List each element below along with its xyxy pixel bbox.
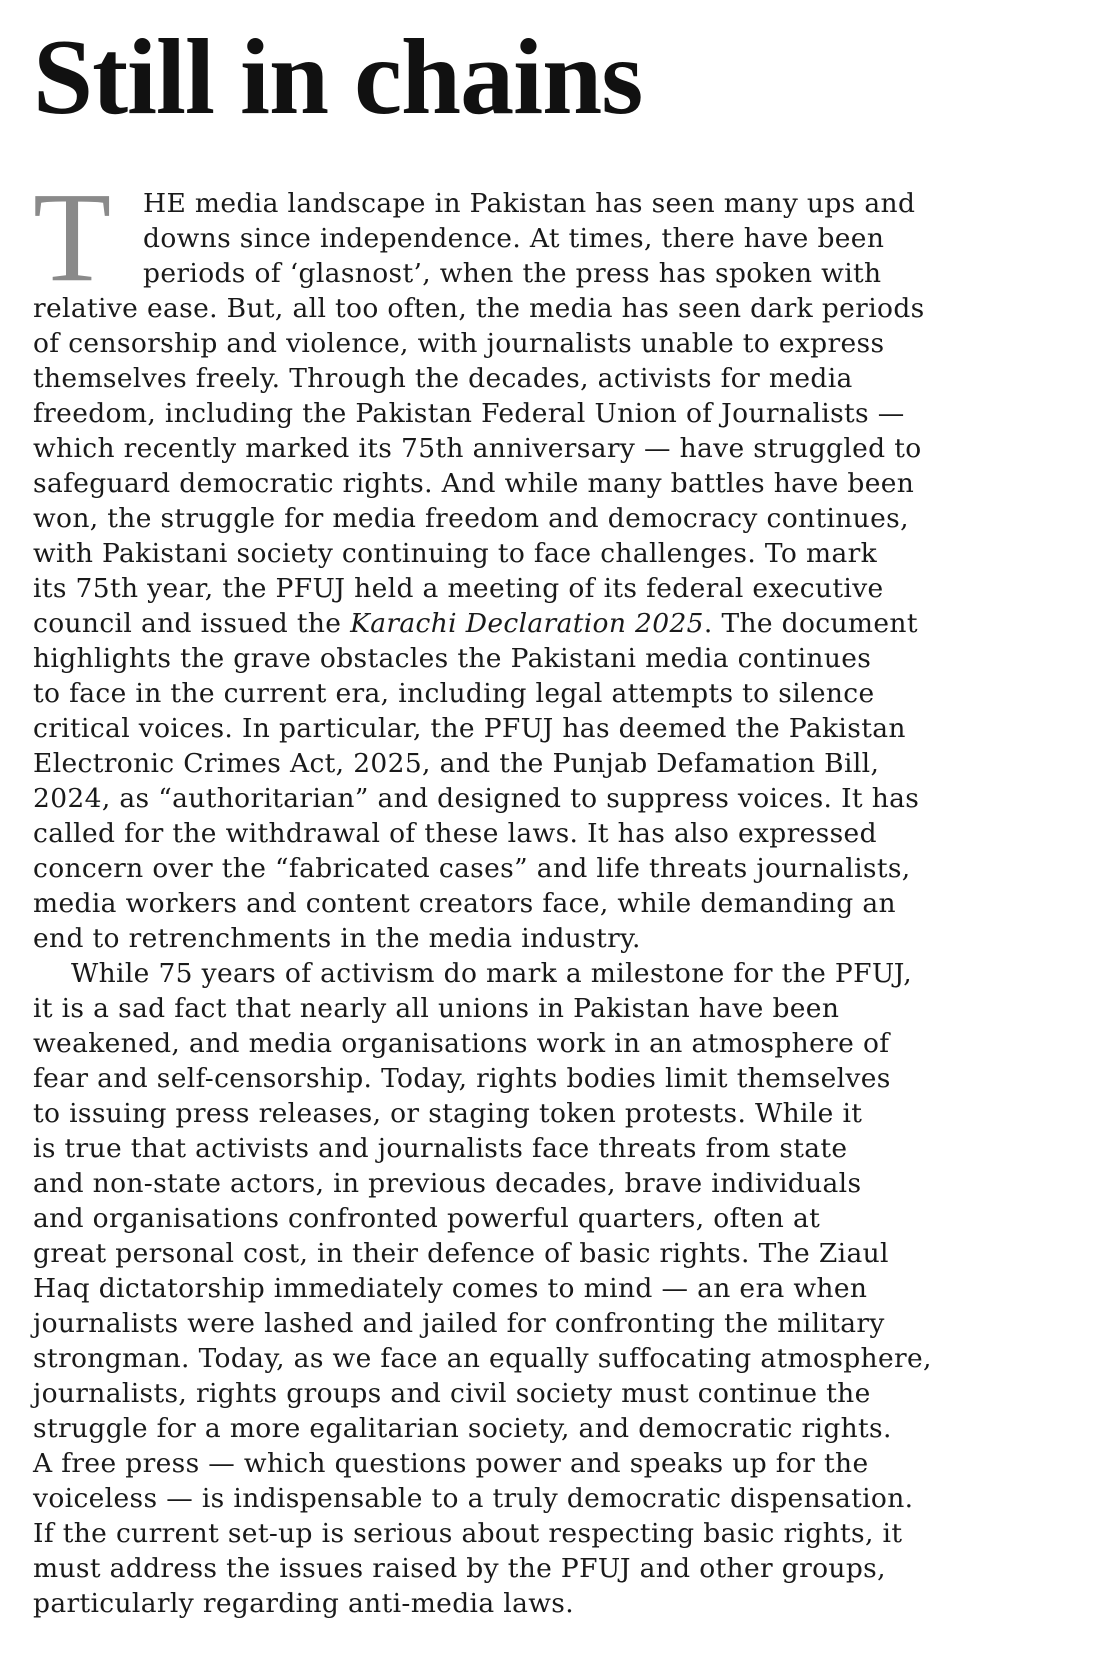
declaration-title: Karachi Declaration 2025 <box>350 608 704 639</box>
paragraph-1-line: with Pakistani society continuing to face challenges. To mark <box>33 538 878 569</box>
paragraph-1-line: Electronic Crimes Act, 2025, and the Punjab Defamation Bill, <box>33 748 880 779</box>
paragraph-1-line: HE media landscape in Pakistan has seen many ups and <box>143 188 916 219</box>
paragraph-1-line: downs since independence. At times, there have been <box>143 223 885 254</box>
paragraph-2-line: struggle for a more egalitarian society, and democratic rights. <box>33 1413 892 1444</box>
paragraph-2-line: and organisations confronted powerful quarters, often at <box>33 1203 821 1234</box>
paragraph-2-line: and non-state actors, in previous decades, brave individuals <box>33 1168 862 1199</box>
paragraph-2-line: journalists were lashed and jailed for confronting the military <box>33 1308 885 1339</box>
paragraph-2-line: is true that activists and journalists face threats from state <box>33 1133 848 1164</box>
drop-cap-container <box>33 166 133 308</box>
paragraph-1-line: highlights the grave obstacles the Pakistani media continues <box>33 643 872 674</box>
paragraph-1-line: won, the struggle for media freedom and democracy continues, <box>33 503 909 534</box>
paragraph-2-line: journalists, rights groups and civil society must continue the <box>33 1378 871 1409</box>
paragraph-2-line: great personal cost, in their defence of basic rights. The Ziaul <box>33 1238 889 1269</box>
paragraph-1-line: freedom, including the Pakistan Federal Union of Journalists — <box>33 398 905 429</box>
paragraph-1-line: media workers and content creators face, while demanding an <box>33 888 896 919</box>
paragraph-1-line: end to retrenchments in the media industry. <box>33 923 641 954</box>
paragraph-2-line: While 75 years of activism do mark a milestone for the PFUJ, <box>71 958 912 989</box>
italic-line-before: council and issued the <box>33 608 351 639</box>
paragraph-1-line: called for the withdrawal of these laws. It has also expressed <box>33 818 877 849</box>
paragraph-2-line: strongman. Today, as we face an equally suffocating atmosphere, <box>33 1343 932 1374</box>
paragraph-1-line: 2024, as “authoritarian” and designed to suppress voices. It has <box>33 783 920 814</box>
paragraph-1-line: safeguard democratic rights. And while many battles have been <box>33 468 915 499</box>
paragraph-1-line: periods of ‘glasnost’, when the press has spoken with <box>143 258 882 289</box>
paragraph-2-line: voiceless — is indispensable to a truly democratic dispensation. <box>33 1483 914 1514</box>
paragraph-2-line: to issuing press releases, or staging token protests. While it <box>33 1098 863 1129</box>
paragraph-1-line: of censorship and violence, with journalists unable to express <box>33 328 885 359</box>
paragraph-2-line: fear and self-censorship. Today, rights bodies limit themselves <box>33 1063 891 1094</box>
paragraph-2-line: If the current set-up is serious about respecting basic rights, it <box>33 1518 903 1549</box>
paragraph-1-line: themselves freely. Through the decades, activists for media <box>33 363 853 394</box>
drop-cap: T <box>33 166 112 308</box>
paragraph-2 <box>33 956 1066 1621</box>
paragraph-1-line: critical voices. In particular, the PFUJ has deemed the Pakistan <box>33 713 906 744</box>
paragraph-2-line: Haq dictatorship immediately comes to mind — an era when <box>33 1273 868 1304</box>
paragraph-1 <box>33 186 1066 956</box>
article-body <box>33 186 1066 1621</box>
paragraph-1-line: which recently marked its 75th anniversary — have struggled to <box>33 433 922 464</box>
paragraph-2-line: must address the issues raised by the PFUJ and other groups, <box>33 1553 886 1584</box>
paragraph-1-line: relative ease. But, all too often, the media has seen dark periods <box>33 293 925 324</box>
paragraph-1-line: its 75th year, the PFUJ held a meeting of its federal executive <box>33 573 884 604</box>
paragraph-2-line: weakened, and media organisations work in an atmosphere of <box>33 1028 890 1059</box>
paragraph-1-italic-line <box>33 606 1066 641</box>
paragraph-1-line: to face in the current era, including legal attempts to silence <box>33 678 875 709</box>
italic-line-after: . The document <box>703 608 918 639</box>
paragraph-2-line: A free press — which questions power and speaks up for the <box>33 1448 869 1479</box>
headline: Still in chains <box>33 18 643 137</box>
paragraph-1-line: concern over the “fabricated cases” and life threats journalists, <box>33 853 911 884</box>
paragraph-2-line: particularly regarding anti-media laws. <box>33 1588 574 1619</box>
paragraph-2-line: it is a sad fact that nearly all unions in Pakistan have been <box>33 993 840 1024</box>
